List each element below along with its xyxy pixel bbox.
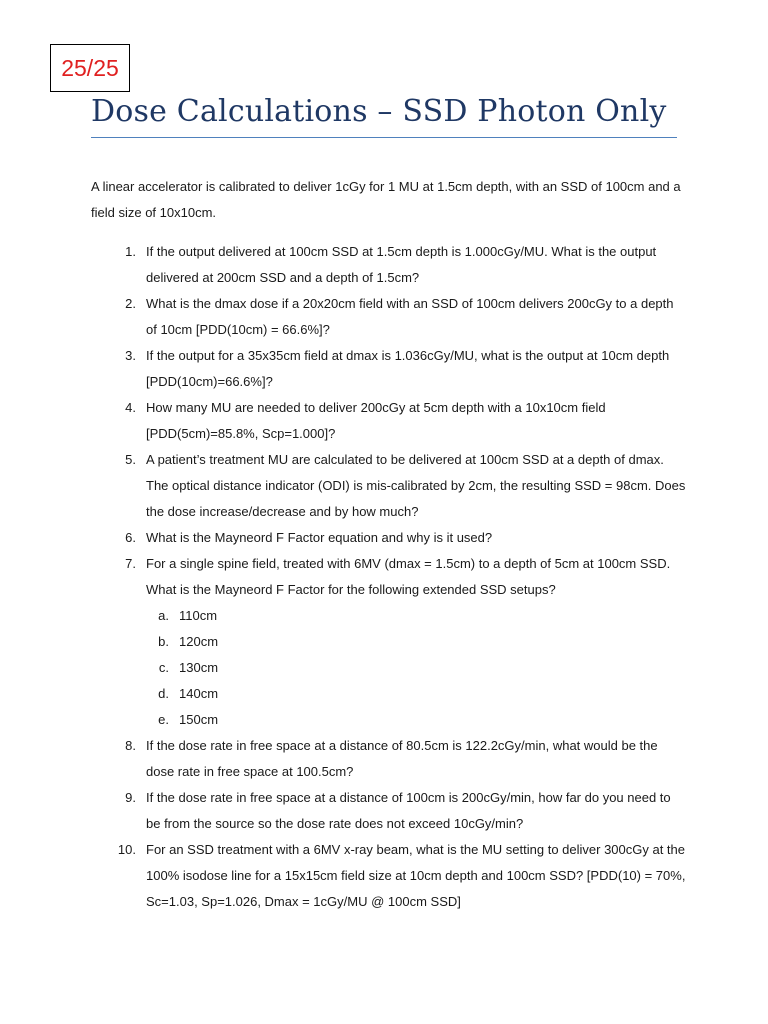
sub-question-letter: a. xyxy=(158,608,169,623)
question-item xyxy=(91,785,686,837)
score-box xyxy=(50,44,130,92)
title-divider xyxy=(91,137,677,138)
sub-question-letter: e. xyxy=(158,712,169,727)
question-item xyxy=(91,525,686,551)
sub-question-text: 110cm xyxy=(179,608,218,623)
sub-question-text: 150cm xyxy=(179,712,219,727)
sub-question-item xyxy=(91,681,686,707)
sub-question-text: 140cm xyxy=(179,686,219,701)
question-number: 5. xyxy=(125,452,136,467)
question-text: If the output for a 35x35cm field at dmax is 1.036cGy/MU, what is the output at 10cm depth [PDD(10cm)=66.6%]? xyxy=(146,348,670,389)
sub-question-item xyxy=(91,655,686,681)
question-item xyxy=(91,837,686,915)
question-number: 1. xyxy=(125,244,136,259)
sub-question-letter: d. xyxy=(158,686,169,701)
score-label: 25/25 xyxy=(61,54,119,81)
question-text: For a single spine field, treated with 6MV (dmax = 1.5cm) to a depth of 5cm at 100cm SSD. What is the Mayneord F Factor for the following extended SSD setups? xyxy=(146,556,671,597)
question-number: 3. xyxy=(125,348,136,363)
question-item xyxy=(91,291,686,343)
question-item xyxy=(91,551,686,733)
question-item xyxy=(91,239,686,291)
question-number: 9. xyxy=(125,790,136,805)
question-number: 4. xyxy=(125,400,136,415)
question-text: For an SSD treatment with a 6MV x-ray beam, what is the MU setting to deliver 300cGy at the 100% isodose line for a 15x15cm field size at 10cm depth and 100cm SSD? [PDD(10) = 70%, Sc=1.03, Sp=1.026, Dmax = 1cGy/MU @ 100cm SSD] xyxy=(146,842,686,909)
question-text: A patient’s treatment MU are calculated to be delivered at 100cm SSD at a depth of dmax. The optical distance indicator (ODI) is mis-calibrated by 2cm, the resulting SSD = 98cm. Does the dose increase/decrease and by how much? xyxy=(146,452,686,519)
sub-question-letter: c. xyxy=(158,660,169,675)
intro-paragraph: A linear accelerator is calibrated to deliver 1cGy for 1 MU at 1.5cm depth, with an SSD of 100cm and a field size of 10x10cm. xyxy=(91,179,681,220)
sub-question-text: 130cm xyxy=(179,660,219,675)
question-item xyxy=(91,395,686,447)
question-text: What is the dmax dose if a 20x20cm field with an SSD of 100cm delivers 200cGy to a depth of 10cm [PDD(10cm) = 66.6%]? xyxy=(146,296,674,337)
sub-question-item xyxy=(91,707,686,733)
question-text: If the dose rate in free space at a distance of 80.5cm is 122.2cGy/min, what would be the dose rate in free space at 100.5cm? xyxy=(146,738,658,779)
question-text: What is the Mayneord F Factor equation and why is it used? xyxy=(146,530,493,545)
question-number: 7. xyxy=(125,556,136,571)
question-text: If the dose rate in free space at a distance of 100cm is 200cGy/min, how far do you need to be from the source so the dose rate does not exceed 10cGy/min? xyxy=(146,790,671,831)
question-item xyxy=(91,447,686,525)
question-number: 2. xyxy=(125,296,136,311)
sub-question-list xyxy=(146,603,686,733)
question-text: If the output delivered at 100cm SSD at 1.5cm depth is 1.000cGy/MU. What is the output delivered at 200cm SSD and a depth of 1.5cm? xyxy=(146,244,657,285)
question-item xyxy=(91,733,686,785)
sub-question-item xyxy=(91,629,686,655)
question-item xyxy=(91,343,686,395)
sub-question-text: 120cm xyxy=(179,634,219,649)
question-number: 10. xyxy=(117,842,136,857)
question-text: How many MU are needed to deliver 200cGy at 5cm depth with a 10x10cm field [PDD(5cm)=85.8%, Scp=1.000]? xyxy=(146,400,606,441)
question-number: 8. xyxy=(125,738,136,753)
sub-question-item xyxy=(91,603,686,629)
sub-question-letter: b. xyxy=(158,634,169,649)
question-number: 6. xyxy=(125,530,136,545)
question-list xyxy=(91,239,686,915)
page-title: Dose Calculations – SSD Photon Only xyxy=(91,94,667,129)
